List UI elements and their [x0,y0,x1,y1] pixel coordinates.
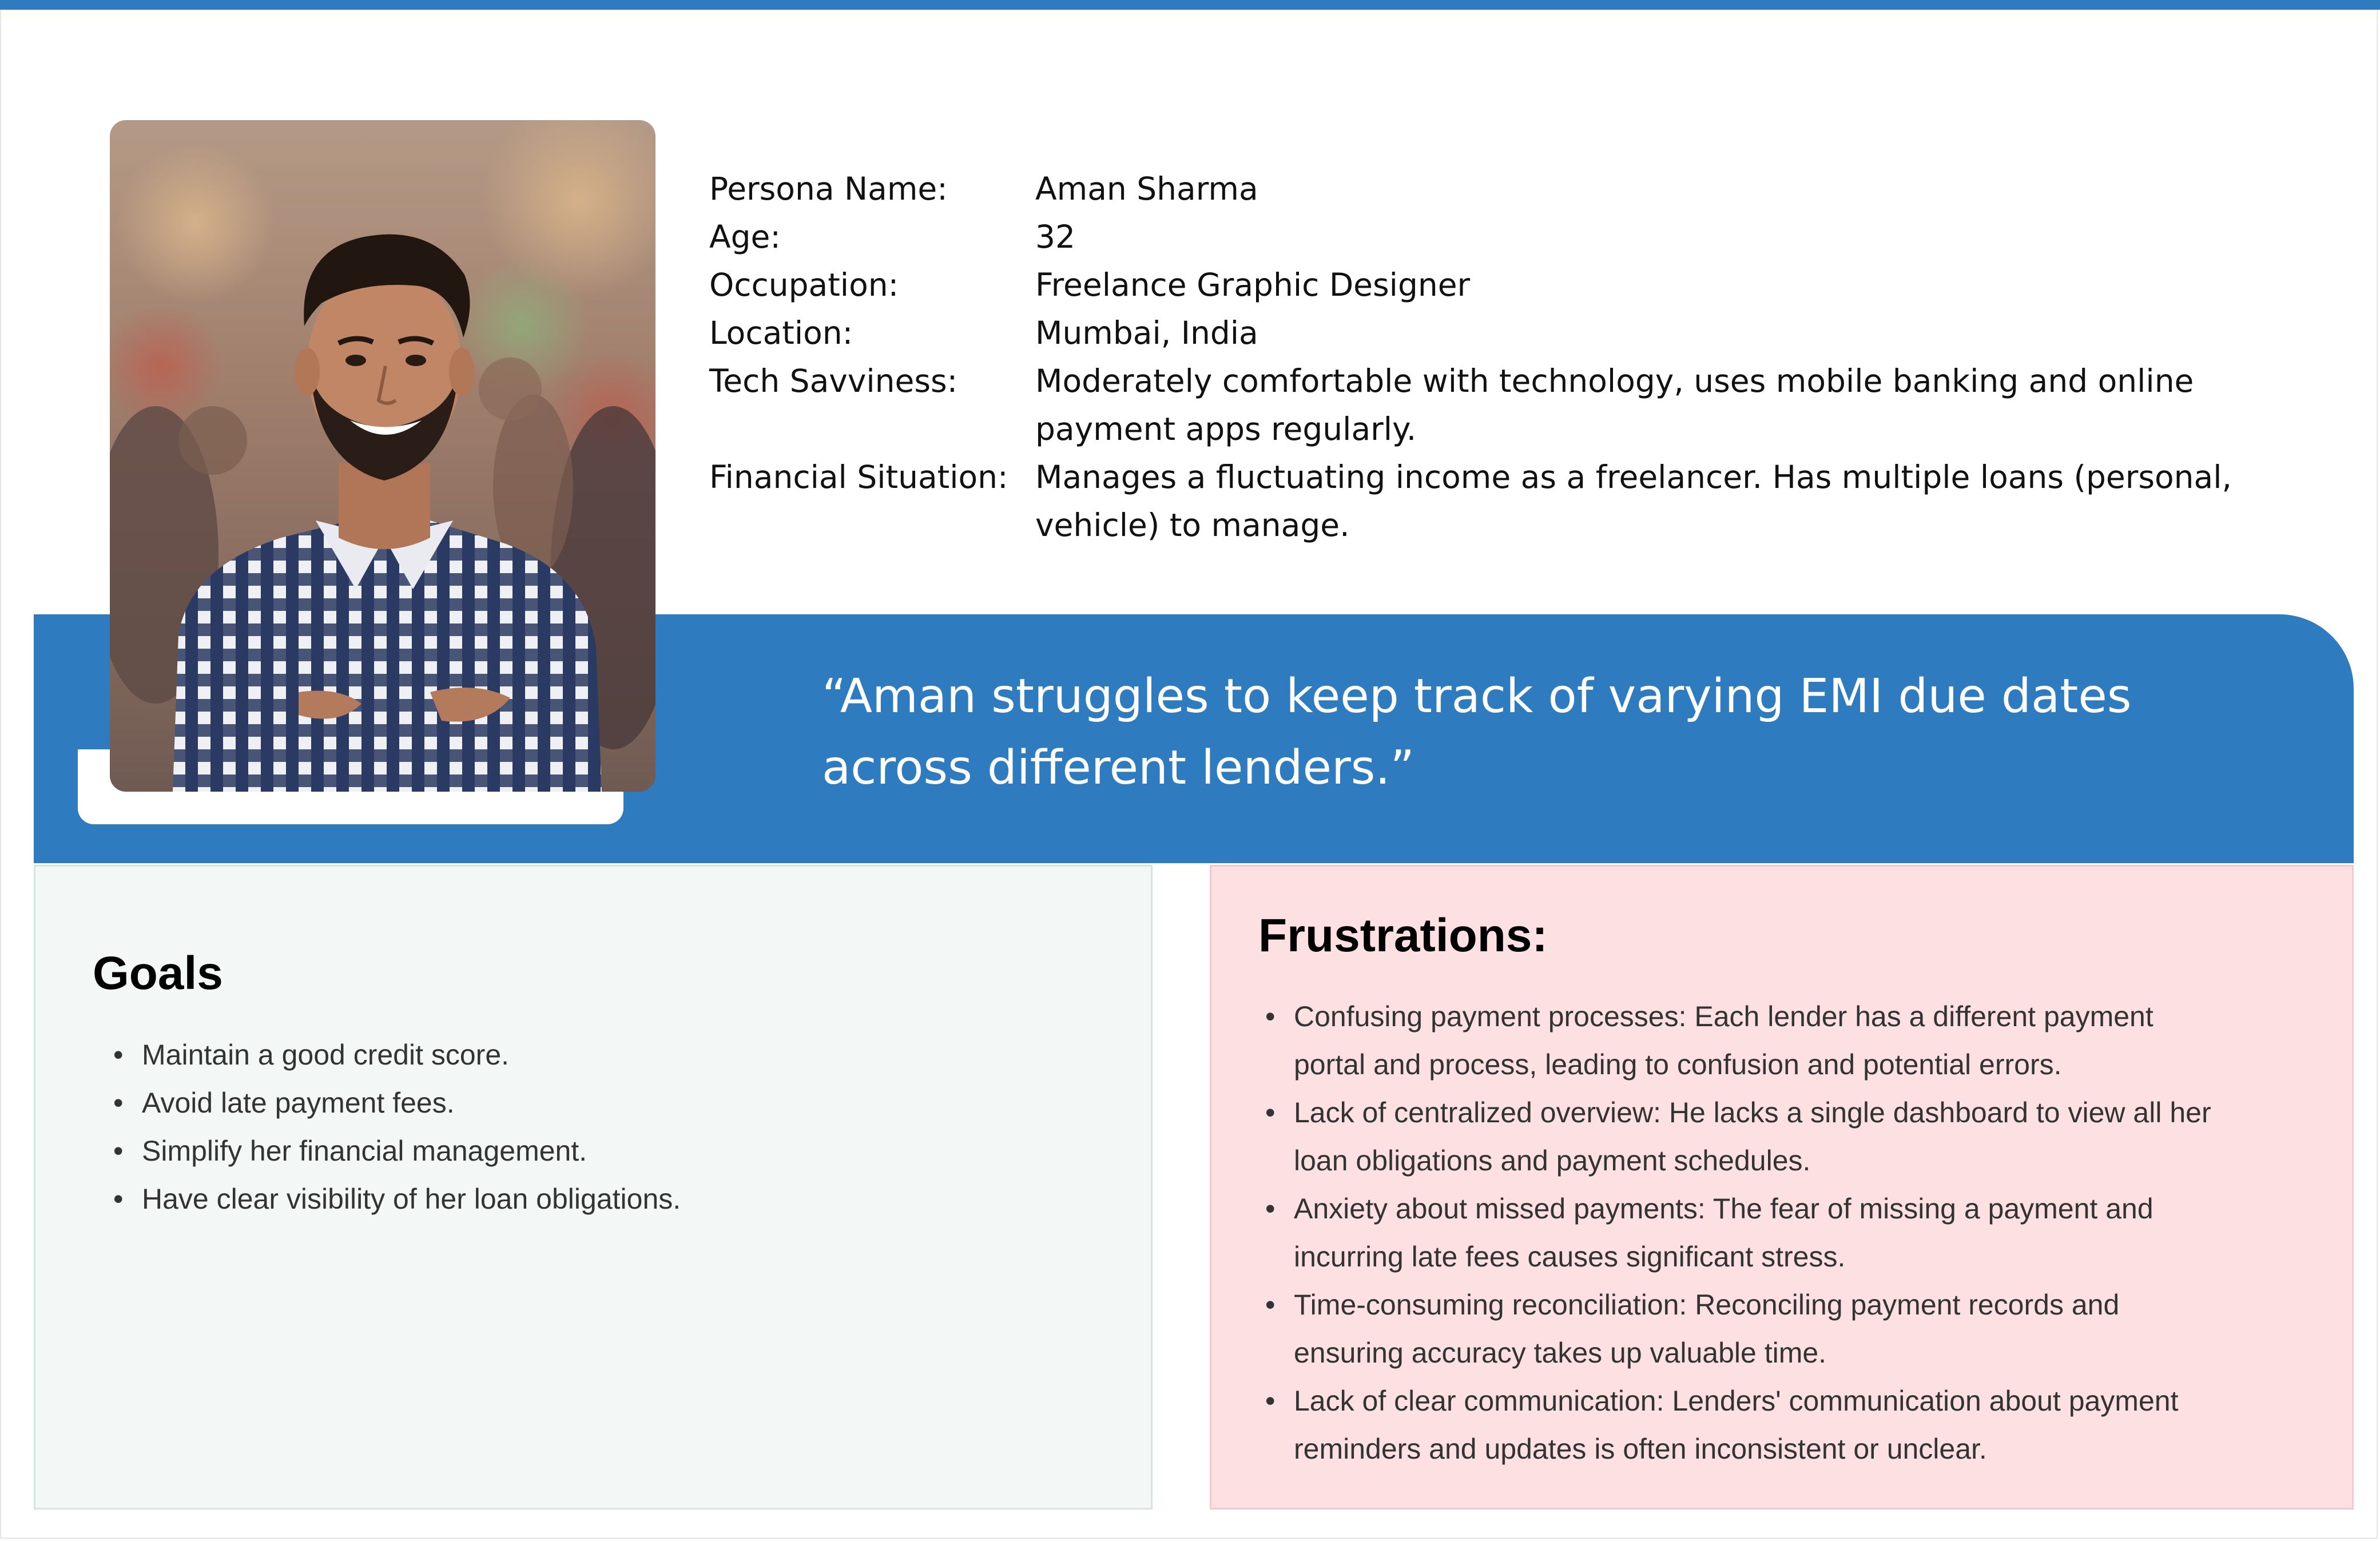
info-row-location [709,309,2254,357]
goals-list [103,1031,1075,1223]
persona-quote: “Aman struggles to keep track of varying EMI due dates across different lenders.” [822,669,2132,795]
info-value-age: 32 [1035,219,1075,255]
frustration-item: • Lack of centralized overview: He lacks a single dashboard to view all her loan obligations and payment schedules. [1255,1089,2227,1185]
frustration-item: • Confusing payment processes: Each lender has a different payment portal and process, leading to confusion and potential errors. [1255,992,2227,1089]
info-row-financial-situation [709,453,2254,549]
info-label-financial-situation: Financial Situation: [709,459,1008,495]
person-portrait-icon [110,120,655,792]
top-accent-bar [0,0,2380,10]
frustration-item: • Lack of clear communication: Lenders' communication about payment reminders and updates is often inconsistent or unclear. [1255,1377,2227,1473]
frustrations-title: Frustrations: [1258,909,1548,962]
goals-title: Goals [93,947,223,999]
frustrations-panel [1210,865,2354,1510]
info-value-name: Aman Sharma [1035,170,1258,207]
frustrations-list [1255,992,2227,1473]
frustration-item: • Time-consuming reconciliation: Reconciling payment records and ensuring accuracy takes up valuable time. [1255,1281,2227,1377]
info-row-occupation [709,261,2254,309]
goal-item: • Avoid late payment fees. [103,1079,1075,1127]
goal-item: • Have clear visibility of her loan obligations. [103,1175,1075,1223]
info-label-location: Location: [709,315,853,351]
info-row-age [709,213,2254,261]
info-value-financial-situation: Manages a fluctuating income as a freelancer. Has multiple loans (personal, vehicle) to manage. [1035,459,2232,543]
info-value-tech-savviness: Moderately comfortable with technology, uses mobile banking and online payment apps regularly. [1035,363,2194,447]
info-label-tech-savviness: Tech Savviness: [709,363,958,399]
info-label-name: Persona Name: [709,170,948,207]
info-row-tech-savviness [709,357,2254,453]
goal-item: • Simplify her financial management. [103,1127,1075,1175]
goals-panel [34,865,1153,1510]
frustration-item: • Anxiety about missed payments: The fear of missing a payment and incurring late fees causes significant stress. [1255,1185,2227,1281]
info-value-location: Mumbai, India [1035,315,1258,351]
info-label-age: Age: [709,219,781,255]
info-label-occupation: Occupation: [709,267,899,303]
persona-photo [110,120,655,792]
info-value-occupation: Freelance Graphic Designer [1035,267,1471,303]
persona-info [709,165,2254,549]
info-row-name [709,165,2254,213]
goal-item: • Maintain a good credit score. [103,1031,1075,1079]
